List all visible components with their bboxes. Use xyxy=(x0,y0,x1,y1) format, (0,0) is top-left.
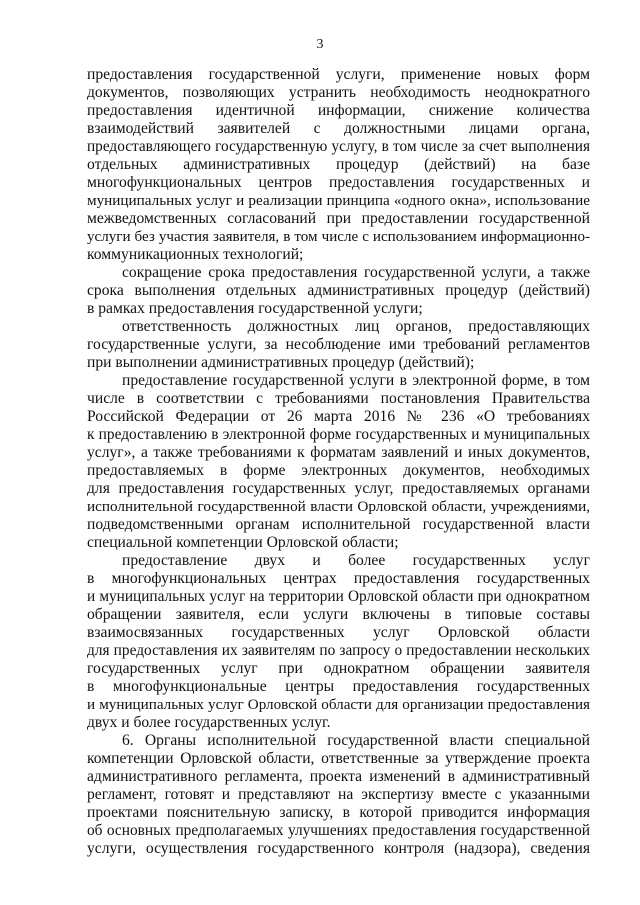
paragraph-responsibility xyxy=(87,318,590,372)
paragraph-reduction xyxy=(87,264,590,318)
text-line: сокращение срока предоставления государственной услуги, а также xyxy=(122,264,590,281)
text-line: взаимосвязанных государственных услуг Орловской области xyxy=(87,624,590,641)
text-line: специальной компетенции Орловской области; xyxy=(87,534,399,551)
text-line: подведомственными органам исполнительной государственной власти xyxy=(87,516,590,533)
text-line: межведомственных согласований при предоставлении государственной xyxy=(87,210,590,227)
text-line: при выполнении административных процедур (действий); xyxy=(87,354,475,371)
text-line: об основных предполагаемых улучшениях предоставления государственной xyxy=(87,822,590,839)
text-line: государственные услуги, за несоблюдение ими требований регламентов xyxy=(87,336,590,353)
text-line: услуги без участия заявителя, в том числе с использованием информационно- xyxy=(87,229,590,245)
text-line: услуг», а также требованиями к форматам заявлений и иных документов, xyxy=(87,444,590,461)
text-line: Российской Федерации от 26 марта 2016 № 236 «О требованиях xyxy=(87,408,590,425)
text-line: для предоставления государственных услуг, предоставляемых органами xyxy=(87,480,590,497)
text-line: и муниципальных услуг на территории Орловской области при однократном xyxy=(87,588,590,605)
text-line: обращении заявителя, если услуги включены в типовые составы xyxy=(87,606,590,623)
text-line: числе в соответствии с требованиями постановления Правительства xyxy=(87,390,590,407)
paragraph-continuation xyxy=(87,66,590,264)
text-line: государственных услуг при однократном обращении заявителя xyxy=(87,660,590,677)
text-line: документов, позволяющих устранить необходимость неоднократного xyxy=(87,84,590,101)
text-line: коммуникационных технологий; xyxy=(87,246,304,263)
text-line: в многофункциональных центрах предоставления государственных xyxy=(87,570,590,587)
text-line: исполнительной государственной власти Орловской области, учреждениями, xyxy=(87,498,590,515)
paragraph-electronic xyxy=(87,372,590,552)
text-line: для предоставления их заявителям по запросу о предоставлении нескольких xyxy=(87,642,590,659)
text-line: предоставления государственной услуги, применение новых форм xyxy=(87,66,590,83)
text-line: предоставление государственной услуги в электронной форме, в том xyxy=(122,372,590,389)
page-number: 3 xyxy=(316,37,324,52)
text-line: предоставляющего государственную услугу, в том числе за счет выполнения xyxy=(87,138,590,155)
text-line: ответственность должностных лиц органов, предоставляющих xyxy=(122,318,590,335)
text-line: услуги, осуществления государственного контроля (надзора), сведения xyxy=(87,840,590,857)
text-line: предоставляемых в форме электронных документов, необходимых xyxy=(87,462,590,479)
paragraph-item-6 xyxy=(87,732,590,858)
text-line: отдельных административных процедур (действий) на базе xyxy=(87,156,590,173)
text-line: срока выполнения отдельных административных процедур (действий) xyxy=(87,282,590,299)
text-line: и муниципальных услуг Орловской области для организации предоставления xyxy=(87,697,590,713)
text-line: двух и более государственных услуг. xyxy=(87,714,331,731)
text-line: в многофункциональные центры предоставления государственных xyxy=(87,678,590,695)
text-line: взаимодействий заявителей с должностными лицами органа, xyxy=(87,120,590,137)
text-line: компетенции Орловской области, ответственные за утверждение проекта xyxy=(87,750,590,767)
text-line: 6. Органы исполнительной государственной власти специальной xyxy=(122,732,590,749)
text-line: в рамках предоставления государственной услуги; xyxy=(87,300,423,317)
text-line: регламент, готовят и представляют на экспертизу вместе с указанными xyxy=(87,786,590,803)
paragraph-two-or-more xyxy=(87,552,590,732)
text-line: предоставление двух и более государственных услуг xyxy=(122,552,590,569)
text-line: многофункциональных центров предоставления государственных и xyxy=(87,174,590,191)
text-line: муниципальных услуг и реализации принципа «одного окна», использование xyxy=(87,192,590,209)
text-line: административного регламента, проекта изменений в административный xyxy=(87,768,590,785)
text-line: к предоставлению в электронной форме государственных и муниципальных xyxy=(87,426,590,443)
document-body xyxy=(87,66,590,858)
text-line: предоставления идентичной информации, снижение количества xyxy=(87,102,590,119)
text-line: проектами пояснительную записку, в которой приводится информация xyxy=(87,804,590,821)
